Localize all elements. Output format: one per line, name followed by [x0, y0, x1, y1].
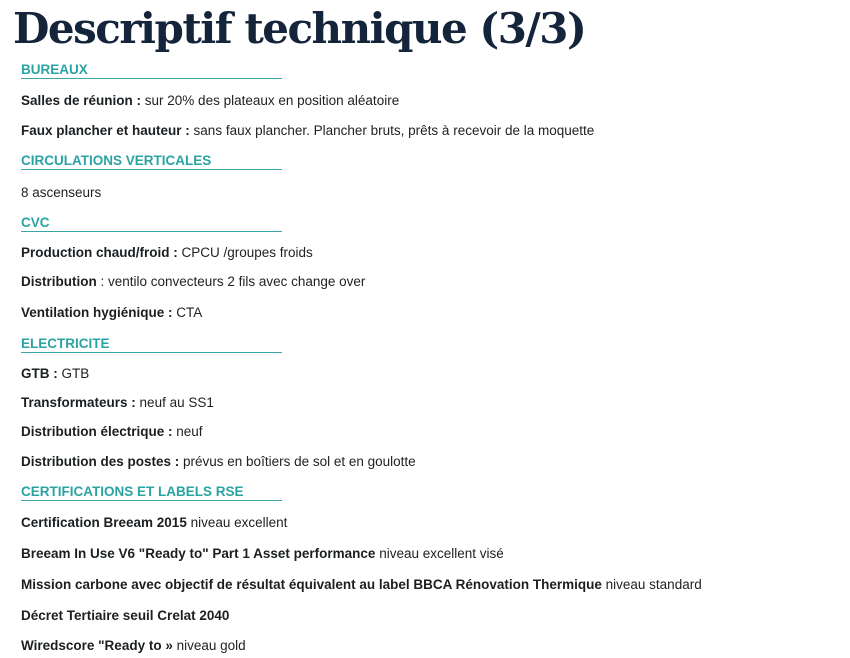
- spec-value: 8 ascenseurs: [21, 185, 102, 200]
- spec-value: CTA: [172, 305, 203, 320]
- spec-label: Wiredscore "Ready to »: [21, 638, 173, 653]
- spec-label: Décret Tertiaire seuil Crelat 2040: [21, 608, 230, 623]
- spec-value: niveau standard: [601, 577, 702, 592]
- spec-label: Salles de réunion :: [21, 93, 142, 108]
- spec-value: : ventilo convecteurs 2 fils avec change over: [96, 274, 366, 289]
- section-heading-circulations: CIRCULATIONS VERTICALES: [21, 153, 282, 170]
- spec-label: Breeam In Use V6 "Ready to" Part 1 Asset performance: [21, 546, 376, 561]
- spec-line-decret-tertiaire: [21, 608, 229, 624]
- spec-line-salles-reunion: [21, 93, 399, 109]
- spec-line-production: [21, 245, 313, 261]
- spec-line-breeam-2015: [21, 515, 287, 531]
- spec-label: GTB :: [21, 366, 58, 381]
- spec-value: prévus en boîtiers de sol et en goulotte: [179, 454, 416, 469]
- spec-value: niveau excellent: [186, 515, 288, 530]
- spec-line-ventilation: [21, 305, 202, 321]
- spec-label: Transformateurs :: [21, 395, 136, 410]
- spec-label: Faux plancher et hauteur :: [21, 123, 190, 138]
- spec-label: Ventilation hygiénique :: [21, 305, 173, 320]
- spec-label: Distribution des postes :: [21, 454, 180, 469]
- spec-line-faux-plancher: [21, 123, 594, 139]
- section-heading-certifications: CERTIFICATIONS ET LABELS RSE: [21, 484, 282, 501]
- spec-line-mission-carbone: [21, 577, 702, 593]
- spec-value: GTB: [57, 366, 90, 381]
- spec-value: CPCU /groupes froids: [177, 245, 313, 260]
- spec-line-distribution: [21, 274, 365, 290]
- spec-value: sans faux plancher. Plancher bruts, prêts à recevoir de la moquette: [189, 123, 595, 138]
- spec-line-ascenseurs: [21, 185, 101, 201]
- spec-label: Production chaud/froid :: [21, 245, 178, 260]
- spec-line-breeam-in-use: [21, 546, 504, 562]
- spec-value: niveau gold: [172, 638, 246, 653]
- section-heading-electricite: ELECTRICITE: [21, 336, 282, 353]
- spec-label: Distribution: [21, 274, 97, 289]
- spec-value: neuf: [172, 424, 203, 439]
- spec-value: neuf au SS1: [135, 395, 214, 410]
- spec-line-transformateurs: [21, 395, 214, 411]
- spec-value: sur 20% des plateaux en position aléatoire: [141, 93, 400, 108]
- spec-line-distribution-electrique: [21, 424, 203, 440]
- spec-line-gtb: [21, 366, 89, 382]
- spec-line-distribution-postes: [21, 454, 416, 470]
- page-title: Descriptif technique (3/3): [13, 4, 586, 53]
- spec-label: Certification Breeam 2015: [21, 515, 187, 530]
- spec-line-wiredscore: [21, 638, 246, 654]
- section-heading-cvc: CVC: [21, 215, 282, 232]
- spec-value: niveau excellent visé: [375, 546, 504, 561]
- section-heading-bureaux: BUREAUX: [21, 62, 282, 79]
- spec-label: Distribution électrique :: [21, 424, 173, 439]
- spec-label: Mission carbone avec objectif de résultat équivalent au label BBCA Rénovation Thermique: [21, 577, 602, 592]
